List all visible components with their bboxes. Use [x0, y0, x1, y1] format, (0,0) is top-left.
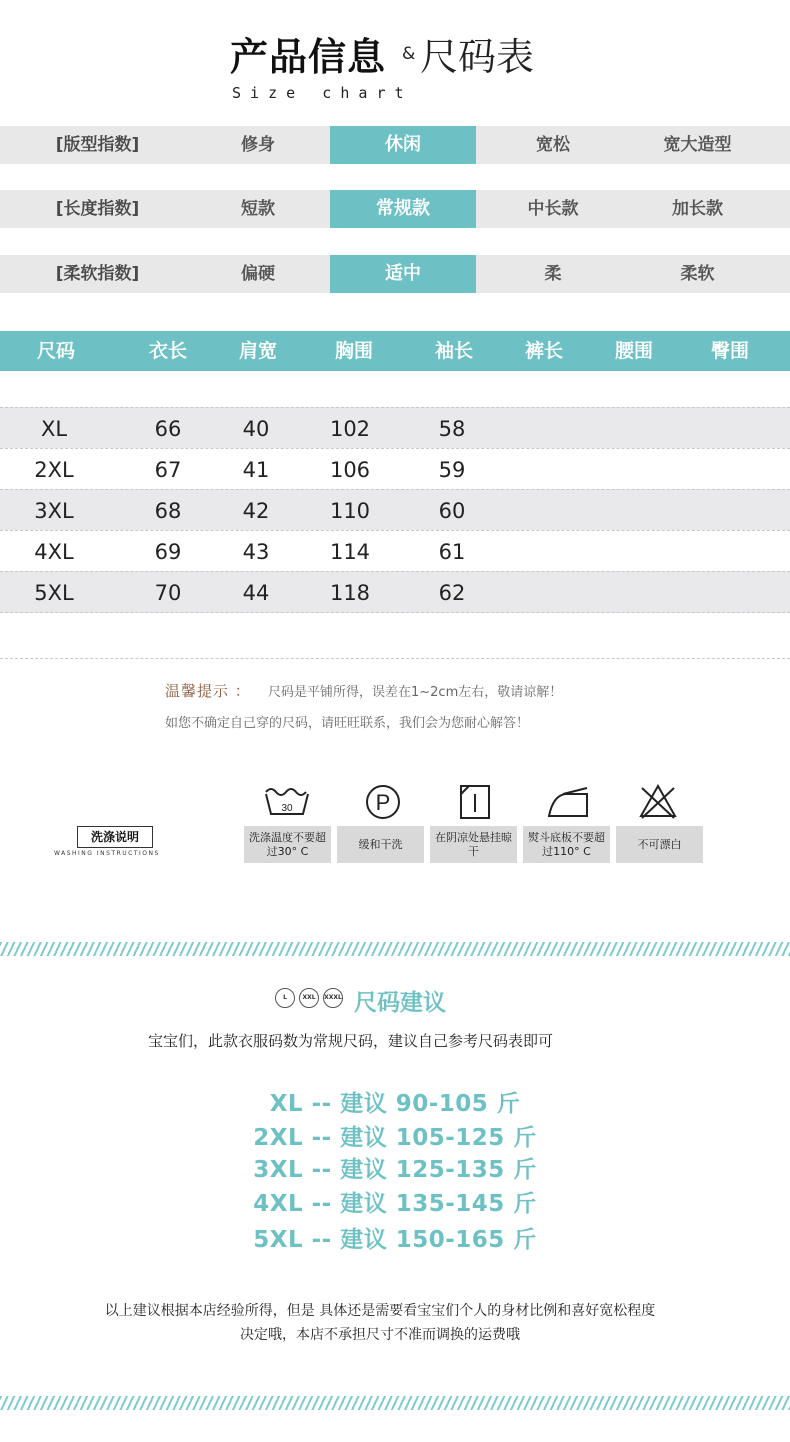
washing-subtitle: WASHING INSTRUCTIONS [54, 850, 160, 857]
size-suggestion-title: 尺码建议 [354, 990, 446, 1016]
fit-option-slim: 修身 [241, 135, 275, 155]
table-row [0, 448, 790, 489]
softness-index-label: [柔软指数] [55, 264, 140, 284]
size-badge-xxxl-icon: XXXL [323, 988, 343, 1008]
length-option-short: 短款 [241, 199, 275, 219]
column-header-waist: 腰围 [614, 340, 653, 362]
wash-label-dry-clean: 缓和干洗 [337, 826, 424, 863]
stripe-divider-top [0, 942, 790, 956]
cell-length: 69 [154, 540, 182, 564]
cell-size: 5XL [34, 581, 74, 605]
cell-sleeve: 59 [438, 458, 466, 482]
svg-text:P: P [375, 790, 391, 815]
fit-index-row [0, 126, 790, 164]
size-badge-xxl-icon: XXL [299, 988, 319, 1008]
svg-text:30: 30 [281, 803, 293, 814]
length-index-row [0, 190, 790, 228]
subtitle-size-chart: S i z e c h a r t [232, 84, 404, 102]
length-option-regular-selected: 常规款 [330, 190, 476, 228]
wash-label-hang-dry: 在阴凉处悬挂晾干 [430, 826, 517, 863]
disclaimer-line-2: 决定哦，本店不承担尺寸不准而调换的运费哦 [240, 1327, 520, 1343]
table-row [0, 530, 790, 571]
column-header-chest: 胸围 [334, 340, 373, 362]
column-header-size: 尺码 [36, 340, 75, 362]
cell-length: 67 [154, 458, 182, 482]
fit-option-loose: 宽松 [536, 135, 570, 155]
length-option-mid-long: 中长款 [527, 199, 579, 219]
stripe-divider-bottom [0, 1396, 790, 1410]
cell-chest: 110 [329, 499, 371, 523]
title-ampersand: & [402, 44, 416, 64]
section-divider [0, 658, 790, 659]
tip-line-1: 尺码是平铺所得，误差在1~2cm左右，敬请谅解！ [268, 685, 563, 700]
column-header-length: 衣长 [148, 340, 187, 362]
cell-size: XL [40, 417, 68, 441]
length-option-extra-long: 加长款 [672, 199, 723, 219]
suggestion-row-xl: XL -- 建议 90-105 斤 [269, 1091, 521, 1117]
table-row [0, 489, 790, 530]
cell-size: 4XL [34, 540, 74, 564]
fit-option-oversized: 宽大造型 [663, 135, 732, 155]
fit-index-label: [版型指数] [55, 135, 140, 155]
suggestion-row-3xl: 3XL -- 建议 125-135 斤 [253, 1157, 537, 1183]
table-row [0, 571, 790, 613]
cell-sleeve: 58 [438, 417, 466, 441]
cell-size: 3XL [34, 499, 74, 523]
softness-option-soft: 柔 [544, 264, 562, 284]
iron-icon [543, 782, 593, 822]
title-main: 产品信息 [230, 35, 387, 79]
cell-shoulder: 43 [242, 540, 270, 564]
size-table-header [0, 331, 790, 371]
cell-chest: 118 [329, 581, 371, 605]
hang-dry-shade-icon [450, 782, 500, 822]
length-index-label: [长度指数] [55, 199, 140, 219]
table-row [0, 407, 790, 448]
softness-option-medium-selected: 适中 [330, 255, 476, 293]
column-header-hip: 臀围 [710, 340, 749, 362]
wash-label-no-bleach: 不可漂白 [616, 826, 703, 863]
tip-label: 温馨提示 ： [165, 682, 251, 700]
dry-clean-p-icon [358, 782, 408, 822]
cell-shoulder: 42 [242, 499, 270, 523]
cell-shoulder: 44 [242, 581, 270, 605]
cell-length: 68 [154, 499, 182, 523]
size-badge-l-icon: L [275, 988, 295, 1008]
suggestion-row-4xl: 4XL -- 建议 135-145 斤 [253, 1191, 537, 1217]
disclaimer-line-1: 以上建议根据本店经验所得，但是 具体还是需要看宝宝们个人的身材比例和喜好宽松程度 [104, 1303, 656, 1319]
cell-shoulder: 41 [242, 458, 270, 482]
cell-shoulder: 40 [242, 417, 270, 441]
column-header-shoulder: 肩宽 [238, 340, 277, 362]
cell-chest: 106 [329, 458, 371, 482]
cell-length: 70 [154, 581, 182, 605]
wash-label-iron: 熨斗底板不要超过110° C [523, 826, 610, 863]
washing-title: 洗涤说明 [77, 826, 153, 848]
tip-line-2: 如您不确定自己穿的尺码，请旺旺联系，我们会为您耐心解答！ [165, 716, 530, 731]
cell-sleeve: 60 [438, 499, 466, 523]
cell-chest: 114 [329, 540, 371, 564]
cell-length: 66 [154, 417, 182, 441]
cell-size: 2XL [34, 458, 74, 482]
column-header-sleeve: 袖长 [434, 340, 473, 362]
no-bleach-icon [633, 782, 683, 822]
cell-sleeve: 62 [438, 581, 466, 605]
cell-chest: 102 [329, 417, 371, 441]
softness-index-row [0, 255, 790, 293]
column-header-pants-length: 裤长 [524, 340, 563, 362]
cell-sleeve: 61 [438, 540, 466, 564]
title-size-chart: 尺码表 [420, 35, 535, 79]
fit-option-casual-selected: 休闲 [330, 126, 476, 164]
size-suggestion-description: 宝宝们，此款衣服码数为常规尺码，建议自己参考尺码表即可 [148, 1032, 554, 1050]
softness-option-stiff: 偏硬 [241, 264, 275, 284]
wash-label-temperature: 洗涤温度不要超过30° C [244, 826, 331, 863]
wash-30-icon [262, 782, 312, 822]
suggestion-row-5xl: 5XL -- 建议 150-165 斤 [253, 1227, 537, 1253]
softness-option-very-soft: 柔软 [680, 264, 715, 284]
suggestion-row-2xl: 2XL -- 建议 105-125 斤 [253, 1125, 537, 1151]
